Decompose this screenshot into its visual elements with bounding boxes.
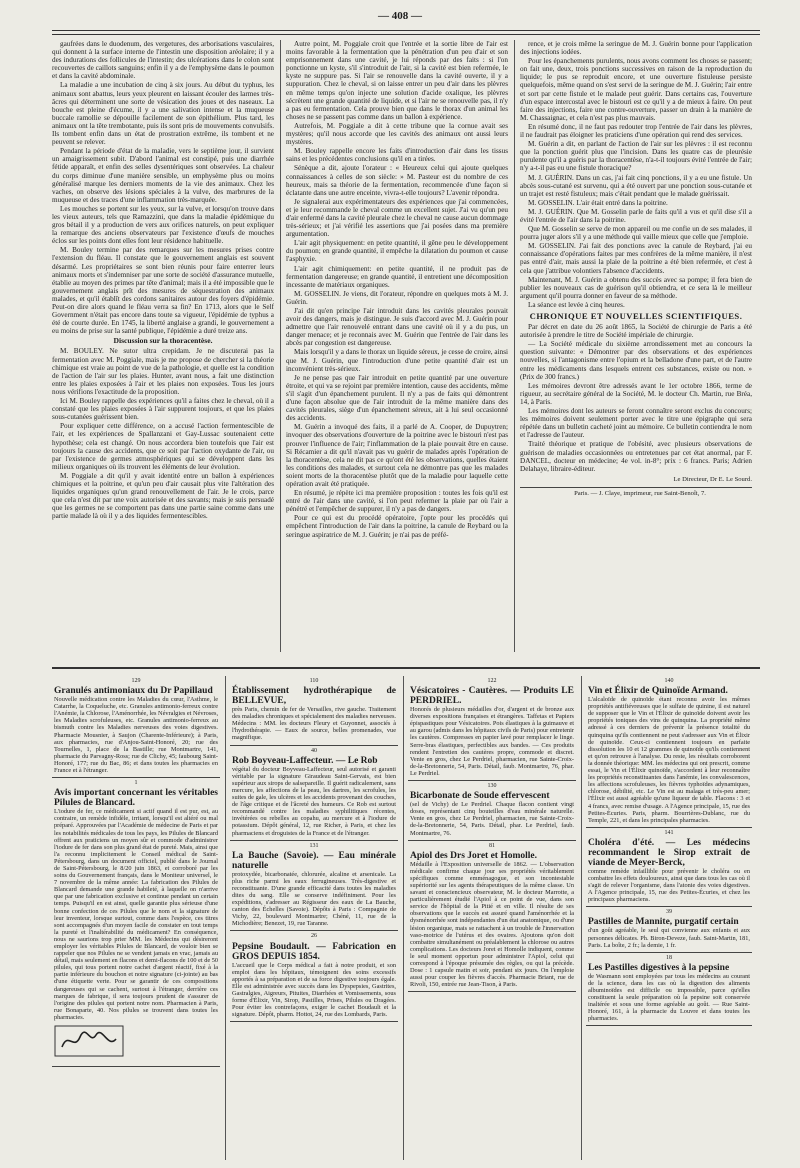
article-paragraph: En résumé, je répète ici ma première proposition : toutes les fois qu'il est entré de l'air dans une cavité, si l'on peut refermer la plaie par où l'air a pénétré et l'empêcher de suppurer, il n'y a pas de dangers. bbox=[286, 489, 508, 514]
ad-headline: Apiol des Drs Joret et Homolle. bbox=[410, 850, 537, 861]
article-paragraph: L'air agit chimiquement: en petite quantité, il ne produit pas de fermentation dangereuse; en grande quantité, il entretient une décomposition incessante de matériaux organiques. bbox=[286, 264, 508, 289]
advertisement bbox=[586, 907, 752, 952]
news-paragraph: Par décret en date du 26 août 1865, la Société de chirurgie de Paris a été autorisée à prendre le titre de Société impériale de chirurgie. bbox=[520, 323, 752, 340]
article-paragraph: Autrefois, M. Poggiale a dit à cette tribune que la cornue avait ses mystères; qu'il nous accorde que les cavités des animaux ont aussi leurs mystères. bbox=[286, 121, 508, 147]
section-heading: Discussion sur la thoracentèse. bbox=[113, 336, 213, 346]
ad-headline: Vésicatoires - Cautères. — Produits LE PERDRIEL. bbox=[410, 686, 574, 707]
ad-headline: Pastilles de Mannite, purgatif certain bbox=[588, 917, 739, 928]
page-number: — 408 — bbox=[378, 10, 422, 22]
article-paragraph: Mais lorsqu'il y a dans le thorax un liquide séreux, je cesse de croire, ainsi que M. J. Guérin, que l'introduction d'une petite quantité d'air est un inconvénient très-sérieux. bbox=[286, 348, 508, 373]
article-paragraph: Pour expliquer cette différence, on a accusé l'action fermentescible de l'air, et les expériences de Spallanzani et Gay-Lussac soutenaient cette hypothèse; cela est changé. On nous accordera bien toutefois que l'air est toujours la cause des accidents, que ce soit par l'action oxydante de l'air, ou par l'existence de germes atmosphériques qui se développent dans les milieux organiques où ils trouvent les éléments de leur évolution. bbox=[52, 422, 274, 471]
ad-headline: La Bauche (Savoie). — Eau minérale naturelle bbox=[232, 850, 396, 871]
ad-body: comme remède infaillible pour prévenir le choléra ou en combattre les effets douloureux, ainsi que dans tous les cas où il s'agit de relever l'organisme, dans l'atonie des voies digestives. A l'Agence principale, 15, rue des Petites-Écuries, et chez les principaux pharmaciens. bbox=[588, 867, 750, 904]
ad-number: 129 bbox=[131, 678, 141, 684]
ad-body: d'un goût agréable, le seul qui convienne aux enfants et aux personnes délicates. Ph. Biron-Deveze, faub. Saint-Martin, 181, Paris. La boîte, 2 fr.; la demie, 1 fr. bbox=[588, 927, 750, 949]
article-paragraph: M. J. GUÉRIN. Que M. Gosselin parle de faits qu'il a vus et qu'il dise s'il a évité l'entrée de l'air dans la poitrine. bbox=[520, 207, 752, 224]
advertisement bbox=[230, 931, 398, 1022]
article-paragraph: M. Guérin a dit, en parlant de l'action de l'air sur les plèvres : il est reconnu que la ponction guérit plus que l'incision. Dans les quatre cas de pleurésie purulente qu'il a guéris par la thoracentèse, n'a-t-il toujours évité l'entrée de l'air; n'y a-t-il pas eu une fistule thoracique? bbox=[520, 140, 752, 173]
article-paragraph: M. GOSSELIN. J'ai fait des ponctions avec la canule de Reybard, j'ai eu connaissance d'opérations faites par mes confrères de la même manière, il n'est pas entré d'air, mais aussi la plaie de la poitrine a été bien refermée, et c'est à cela que j'attribue volontiers l'absence d'accidents. bbox=[520, 242, 752, 275]
ads-divider bbox=[225, 676, 226, 1160]
ad-number: 26 bbox=[311, 933, 317, 940]
ads-column-4 bbox=[586, 676, 752, 1160]
ad-number: 18 bbox=[666, 954, 672, 961]
ad-body: près Paris, chemin de fer de Versailles, rive gauche. Traitement des maladies chroniques et spécialement des maladies nerveuses. Médecins : MM. les docteurs Fleury et Guyonnet, associés à l'hydrothérapie. — Eaux de source, belles promenades, vue magnifique. bbox=[232, 706, 397, 742]
article-paragraph: Maintenant, M. J. Guérin a obtenu des succès avec sa pompe; il fera bien de publier les nouveaux cas de guérison qu'il obtiendra, et ce sera là le meilleur argument qu'il pourra donner en faveur de sa méthode. bbox=[520, 275, 752, 300]
news-paragraph: Les mémoires dont les auteurs se feront connaître seront exclus du concours; les mémoires doivent seulement porter avec le titre une épigraphe qui sera répétée dans un bulletin cacheté joint au mémoire. Ce bulletin contiendra le nom et l'adresse de l'auteur. bbox=[520, 407, 752, 440]
article-paragraph: Pour les épanchements purulents, nous avons comment les choses se passent; on fait une, deux, trois ponctions successives en raison de la reproduction du liquide; le pus se reproduit encore, et une ouverture fistuleuse persiste quelquefois, même quand on s'est servi de la seringue de M. J. Guérin; l'air entre et sort par cette fistule et le malade peut guérir. Dans certains cas, l'ouverture d'un espace intercostal avec le bistouri est ce qu'il y a de mieux à faire. On peut faire des injections, faire une contre-ouverture, passer un drain à la manière de M. Chassaignac, et cela n'est pas plus mauvais. bbox=[520, 57, 752, 122]
ad-headline: Rob Boyveau-Laffecteur. — Le Rob bbox=[232, 755, 378, 766]
advertisement bbox=[230, 841, 398, 932]
news-paragraph: — La Société médicale du sixième arrondissement met au concours la question suivante: « Démontrer par des observations et des expériences nouvelles, si l'antagonisme entre l'opium et la belladone d'une part, et de l'autre entre les médicaments dans lesquels entrent ces substances, existe ou non. » (Prix de 300 francs.) bbox=[520, 340, 752, 381]
printer-line: Paris. — J. Claye, imprimeur, rue Saint-Benoît, 7. bbox=[520, 487, 752, 498]
ads-column-3 bbox=[408, 676, 576, 1160]
top-rule bbox=[52, 30, 760, 31]
ad-number: 81 bbox=[489, 842, 495, 849]
gerant-signature: Le Directeur, Dr E. Le Sourd. bbox=[673, 475, 752, 483]
advertisement bbox=[408, 676, 576, 781]
article-paragraph: L'air agit physiquement: en petite quantité, il gêne peu le développement du poumon; en grande quantité, il empêche la dilatation du poumon et cause l'asphyxie. bbox=[286, 239, 508, 264]
article-paragraph: rence, et je crois même la seringue de M. J. Guérin bonne pour l'application des injections iodées. bbox=[520, 40, 752, 57]
ad-body: L'iodure de fer, ce médicament si actif quand il est pur, est, au contraire, un remède infidèle, irritant, lorsqu'il est altéré ou mal préparé. Approuvées par l'Académie de médecine de Paris et par les notabilités médicales de tous les pays, les Pilules de Blancard offrent aux praticiens un moyen sûr et commode d'administrer l'iodure de fer dans son plus grand état de pureté. Mais, ainsi que l'a reconnu implicitement le Conseil médical de Saint-Pétersbourg, dans un document officiel, publié dans le Journal de Saint-Pétersbourg, le 8/20 juin 1863, et corroboré par les soins du Gouvernement français, dans le Moniteur universel, le 7 novembre de la même année: La fabrication des Pilules de Blancard demande une grande habileté, à laquelle on n'arrive que par une fabrication exclusive et continue pendant un certain temps. Puisqu'il en est ainsi, quelle garantie plus sérieuse d'une bonne confection de ces Pilules que le nom et la signature de leur inventeur, lorsque surtout, comme dans l'espèce, ces titres sont accompagnés d'un moyen facile de constater en tout temps la pureté et l'inaltérabilité du médicament? En conséquence, nous ne saurions trop prier MM. les Médecins qui désireront employer les véritables Pilules de Blancard, de vouloir bien se rappeler que nos Pilules ne se vendent jamais en vrac, jamais au détail, mais seulement en flacons et demi-flacons de 100 et de 50 pilules, qui tous portent notre cachet d'argent réactif, fixé à la partie inférieure du bouchon et notre signature (ci-jointe) au bas d'une étiquette verte. Pour se garantir de ces compositions dangereuses qui se cachent, surtout à l'étranger, derrière ces marques de fabrique, il sera toujours prudent de s'assurer de l'origine des pilules qui portent notre nom. Pharmacien à Paris, rue Bonaparte, 40. Nos pilules se trouvent dans toutes les pharmacies. bbox=[54, 808, 219, 1021]
article-column-2 bbox=[286, 40, 508, 652]
article-paragraph: M. GOSSELIN. Je viens, dit l'orateur, répondre en quelques mots à M. J. Guérin. bbox=[286, 289, 508, 306]
article-column-3 bbox=[520, 40, 752, 652]
ad-headline: Pepsine Boudault. — Fabrication en GROS DEPUIS 1854. bbox=[232, 941, 396, 962]
top-rule-thin bbox=[52, 34, 760, 35]
article-paragraph: M. Poggiale a dit qu'il y avait identité entre un ballon à expériences chimiques et la poitrine, et qu'un peu d'air causait plus vite l'altération des liquides organiques qu'un grand renouvellement de l'air. Je le crois, parce que cela n'est dit par une voix autorisée et des savants; mais je suis persuadé que les germes ne se comportent pas dans une partie saine comme dans une partie malade là où il y a des liquides fermentescibles. bbox=[52, 471, 274, 521]
advertisement bbox=[230, 676, 398, 746]
ad-headline: Granulés antimoniaux du Dr Papillaud bbox=[54, 686, 213, 697]
ads-divider bbox=[581, 676, 582, 1160]
ad-body: Nouvelle médication contre les Maladies du cœur, l'Asthme, le Catarrhe, la Coqueluche, etc. Granules antimonio-ferreux contre l'Anémie, la Chlorose, l'Aménorrhée, les Névralgies et Névroses, les Maladies scrofuleuses, etc. Granules antimonio-ferreux au bismuth contre les Maladies nerveuses des voies digestives. Pharmacie Mousnier, à Saujon (Charente-Inférieure); à Paris, aux pharmacies, rue d'Anjou-Saint-Honoré, 20; rue des Tournelles, 1, place de la Bastille; rue Montmartre, 141, pharmacie du Parvagny-Ross; rue de Clichy, 45; faubourg Saint-Honoré, 177; rue du Bac, 86; et dans toutes les pharmacies en France et à l'étranger. bbox=[54, 696, 219, 775]
ads-column-2 bbox=[230, 676, 398, 1160]
article-paragraph: M. BOULEY. Ne sutor ultra crepidam. Je ne discuterai pas la fermentation avec M. Poggiale, mais je me propose de chercher si la théorie chimique est vraie au point de vue de la pathologie, et quelle est la condition de l'action de l'air sur les plaies. Hunter, avant nous, a fait une distinction entre les plaies exposées à l'air et les plaies non exposées. Tous les jours nous vérifions l'exactitude de la proposition. bbox=[52, 347, 274, 396]
ads-divider bbox=[403, 676, 404, 1160]
column-divider bbox=[280, 40, 281, 652]
ad-number: 130 bbox=[487, 783, 497, 790]
ad-number: 131 bbox=[309, 842, 319, 849]
ad-headline: Bicarbonate de Soude effervescent bbox=[410, 791, 550, 802]
ads-column-1 bbox=[52, 676, 220, 1160]
article-paragraph: M. J. GUÉRIN. Dans un cas, j'ai fait cinq ponctions, il y a eu une fistule. Un abcès sous-cutané est survenu, qui a été ouvert par une ponction sous-cutanée et un trajet est resté fistuleux; mais c'était pendant que le malade guérissait. bbox=[520, 173, 752, 198]
article-paragraph: M. GOSSELIN. L'air était entré dans la poitrine. bbox=[528, 198, 668, 207]
blancard-signature-stamp bbox=[54, 1025, 124, 1057]
ad-number: 39 bbox=[666, 909, 672, 916]
column-divider bbox=[514, 40, 515, 652]
ad-body: L'alcaloïde de quinoïde étant reconnu avoir les mêmes propriétés antifiévreuses que le sulfate de quinine, il est naturel de supposer que le Vin et l'Élixir de quinoïde doivent avoir les propriétés toniques des vins de quinquina. La propriété même adressé à ces derniers de prévenir la présence totalité du quinquina qu'ils contiennent ne peut s'adresser aux Vin et Élixir de quinoïde. Ceux-ci contiennent toujours en parfaite dissolution les 10 et 12 grammes de quinoïde qu'ils contiennent et qu'on retrouve à l'analyse. Du reste, les résultats corroborent la donnée théorique: MM. les médecins qui ont prescrit, comme essai, le Vin et l'Élixir quinoïde, s'accordent à leur reconnaître les propriétés reconstituantes dans l'anémie, les convalescences, les affections scrofuleuses, les fièvres typhoïdes adynamiques, chlorose, débilité, etc. Le Vin est au malaga et très-peu amer; l'Élixir est aussi agréable qu'une liqueur de table. Flacons : 3 et 4 francs, avec remise d'usage. A l'Agence principale, 15, rue des Petites-Écuries. Paris, pharm. Bourrières-Dublanc, rue du Temple, 221, et dans les principales pharmacies. bbox=[588, 696, 750, 824]
ad-body: végétal du docteur Boyveau-Laffecteur, seul autorisé et garanti véritable par la signature Giraudeau Saint-Gervais, est bien supérieur aux sirops de salsepareille. Il guérit radicalement, sans mercure, les affections de la peau, les dartres, les scrofules, les suites de gale, les ulcères et les accidents provenant des couches, de l'âge critique et de l'âcreté des humeurs. Ce Rob est surtout recommandé contre les maladies syphilitiques récentes, invétérées ou rebelles au copahu, au mercure et à l'iodure de potassium. Dépôt général, 12, rue Richer, à Paris, et chez les pharmaciens et droguistes de la France et de l'étranger. bbox=[232, 765, 396, 837]
article-paragraph: Autre point, M. Poggiale croit que l'entrée et la sortie libre de l'air est moins favorable à la fermentation que la pénétration d'un peu d'air et son emprisonnement dans une cavité, je lui réponds par des faits : si l'on ponctionne un kyste, s'il s'introduit de l'air, si la cavité est bien refermée, le kyste ne suppure pas. Si l'air se renouvelle dans la cavité ouverte, il y a suppuration. Chez le cheval, si on laisse entrer un peu d'air dans les plèvres en même temps qu'on injecte une solution d'acide oxalique, les plèvres sécrètent une grande quantité de liquide, et si l'air ne se renouvelle pas, il n'y a pas eu fermentation. Cela prouve bien que dans le thorax d'un animal les choses ne se passent pas comme dans un ballon à expérience. bbox=[286, 40, 508, 121]
article-paragraph: Sénèque a dit, ajoute l'orateur : « Heureux celui qui ajoute quelques connaissances à celles de son siècle: » M. Pasteur est du nombre de ces heureux, mais sa théorie de la fermentation, recommencée d'une façon si éclatante dans une autre enceinte, vivra-t-elle toujours? L'avenir répondra. bbox=[286, 164, 508, 197]
ad-headline: Établissement hydrothérapique de BELLEVUE, bbox=[232, 686, 396, 707]
article-paragraph: Je ne pense pas que l'air introduit en petite quantité par une ouverture étroite, et qui va se rejoint par première intention, cause des accidents, même s'il s'agit d'un épanchement purulent. Il n'y a pas de faits qui démontrent d'une façon absolue que de l'air introduit de la même manière dans des cavités pleurales, siège d'un épanchement séreux, ait à lui seul occasionné des accidents. bbox=[286, 373, 508, 423]
ad-number: 122 bbox=[487, 678, 497, 684]
chronique-heading: CHRONIQUE ET NOUVELLES SCIENTIFIQUES. bbox=[529, 311, 743, 321]
ad-number: 1 bbox=[134, 780, 138, 787]
ads-rule bbox=[52, 667, 760, 669]
ad-headline: Avis important concernant les véritables Pilules de Blancard. bbox=[54, 788, 218, 809]
advertisement bbox=[408, 781, 576, 841]
advertisement bbox=[586, 953, 752, 1027]
article-paragraph: Ici M. Bouley rappelle des expériences qu'il a faites chez le cheval, où il a constaté que les plaies exposées à l'air suppurent toujours, et que les plaies sous-cutanées guérissent bien. bbox=[52, 397, 274, 422]
ad-body: L'accueil que le Corps médical a fait à notre produit, et son emploi dans les hôpitaux, témoignent des soins excessifs apportés à sa préparation et de sa force digestive toujours égale. Elle est administrée avec succès dans les Dyspepsies, Gastrites, Gastralgies, Aigreurs, Pituites, Diarrhées et Vomissements, sous forme d'Élixir, Vin, Sirop, Pastilles, Prises, Pilules ou Dragées. Pour éviter les contrefaçons, exiger le cachet Boudault et la signature. Dépôt, pharm. Hottot, 24, rue des Lombards, Paris. bbox=[232, 961, 396, 1019]
ad-number: 40 bbox=[311, 747, 317, 754]
ad-body: de Wasmann sont employées par tous les médecins au courant de la science, dans les cas où la digestion des aliments albuminoïdes est difficile ou impossible, parce qu'elles constituent la seule préparation où la pepsine soit conservée inaltérée et sous une forme agréable au goût. — Rue Saint-Honoré, 161, à la pharmacie du Louvre et dans toutes les pharmacies. bbox=[588, 972, 750, 1023]
advertisement bbox=[408, 841, 576, 993]
article-paragraph: Je signalerai aux expérimentateurs des expériences que j'ai commencées, et je leur recommande le cheval comme un excellent sujet. J'ai vu qu'un peu d'air enfermé dans la cavité pleurale chez le cheval ne cause aucun dommage très-sérieux; et j'ai vérifié les assertions que j'ai posées dans ma première argumentation. bbox=[286, 197, 508, 239]
ad-headline: Vin et Élixir de Quinoïde Armand. bbox=[588, 686, 728, 697]
ad-headline: Choléra d'été. — Les médecins recommandent le Sirop extrait de viande de Meyer-Berck, bbox=[588, 837, 750, 868]
advertisement bbox=[52, 778, 220, 1067]
article-paragraph: Pour ce qui est du procédé opératoire, j'opte pour les procédés qui empêchent l'introduction de l'air dans la poitrine, la canule de Reybard ou la seringue aspiratrice de M. J. Guérin; je n'ai pas de préfé- bbox=[286, 514, 508, 539]
article-paragraph: La maladie a une incubation de cinq à six jours. Au début du typhus, les animaux sont abattus, leurs yeux pleurent en laissant écouler des larmes très-âcres qui déterminent une sorte de vésication des joues et des naseaux. La bouche est pleine d'écume, il y a une salivation intense et la muqueuse buccale ramollie se dépouille facilement de son épithélium. Plus tard, les animaux ont la tête trembotante, puis ils sont pris de mouvements convulsifs. Ils tombent enfin dans un état de prostration extrême, ils tombent et ne peuvent se relever. bbox=[52, 81, 274, 147]
news-paragraph: Traité théorique et pratique de l'obésité, avec plusieurs observations de guérison de maladies occasionnées ou entretenues par cet état anormal, par F. DANCEL, docteur en médecine; 4e vol. in-8°; prix : 6 francs. Paris; Adrien Delahaye, libraire-éditeur. bbox=[520, 440, 752, 473]
article-paragraph: En résumé donc, il ne faut pas redouter trop l'entrée de l'air dans les plèvres, il ne faudrait pas éloigner les praticiens d'une opération qui rend des services. bbox=[520, 122, 752, 140]
article-paragraph: M. Guérin a invoqué des faits, il a parlé de A. Cooper, de Dupuytren; invoquer des observations d'ouverture de la poitrine avec le bistouri n'est pas prouver l'influence de l'air; l'inflammation de la plaie pouvait être en cause. Si Récamier a dit qu'il n'avait pas vu guérir de malades après l'opération de la thoracentèse, cela ne dit pas ce qu'ont été les observations, quelles étaient les conditions des malades, et surtout cela ne démontre pas que les malades soient morts de la thoracentèse plutôt que de la maladie pour laquelle cette opération avait été pratiquée. bbox=[286, 423, 508, 488]
ad-body: Honorés de plusieurs médailles d'or, d'argent et de bronze aux diverses expositions françaises et étrangères. Taffetas et Papiers épispastiques pour Vésicatoires. Pois élastiques à la guimauve et au garou (admis dans les hôpitaux civils de Paris) pour entretenir les cautères. Compresses en papier lavé pour remplacer le linge. Serre-bras élastiques, perfectibles aux bandes. — Ces produits rendent l'entretien des cautères propre, commode et discret. Vente en gros, chez Le Perdriel, pharmacien, rue Sainte-Croix-de-la-Bretonnerie, 54, Paris. Détail, faub. Montmartre, 76, phar. Le Perdriel. bbox=[410, 706, 574, 777]
article-paragraph: Que M. Gosselin se serve de mon appareil ou me confie un de ses malades, il pourra juger alors s'il y a une méthode qui vaille mieux que celle que j'emploie. bbox=[520, 225, 752, 242]
article-column-1 bbox=[52, 40, 274, 652]
ad-headline: Les Pastilles digestives à la pepsine bbox=[588, 962, 730, 973]
advertisement bbox=[586, 828, 752, 908]
ad-body: (sel de Vichy) de Le Perdriel. Chaque flacon contient vingt doses, représentant cinq bouteilles d'eau minérale naturelle. Vente en gros, chez Le Perdriel, pharmacien, rue Sainte-Croix-de-la-Bretonnerie, 54, Paris. Détail, phar. Le Perdriel, faub. Montmartre, 76. bbox=[410, 801, 574, 837]
advertisement bbox=[230, 746, 398, 841]
news-paragraph: Les mémoires devront être adressés avant le 1er octobre 1866, terme de rigueur, au secrétaire général de la Société, M. le docteur Ch. Martin, rue Bréa, 14, à Paris. bbox=[520, 381, 752, 406]
ad-body: Médaille à l'Exposition universelle de 1862. — L'observation médicale confirme chaque jour ses propriétés véritablement spécifiques comme emménagogue, et son incontestable supériorité sur les agents thérapeutiques de la même classe. Un savant et consciencieux observateur, M. le docteur Marrotte, a particulièrement étudié l'Apiol à ce point de vue, dans son service de l'hôpital de la Pitié et en ville. Il résulte de ses observations que le succès est assuré quand l'aménorrhée et la dysménorrhée sont indépendantes d'un état anatomique, ou d'une lésion organique, mais se rattachent à un trouble de l'innervation vaso-motrice de l'utérus et des ovaires. Ajoutons qu'on doit combattre simultanément ou préalablement la chlorose ou autres complications. Les docteurs Joret et Homolle indiquent, comme le seul moment opportun pour administrer l'Apiol, celui qui correspond à l'époque présumée des règles, ou qui la précède. Dose : 1 capsule matin et soir, pendant six jours. On l'emploie aussi pour couper les fièvres d'accès. Pharmacie Briant, rue de Rivoli, 150, entrée rue Jean-Tison, à Paris. bbox=[410, 860, 574, 989]
ad-body: protoxydée, bicarbonatée, chlorurée, alcaline et arsenicale. La plus riche parmi les eaux ferrugineuses. Très-digestive et reconstituante. D'une grande efficacité dans toutes les maladies dites du sang. Elle se conserve indéfiniment. Pour les expéditions, s'adresser au Régisseur des eaux de La Bauche, canton des Échelles (Savoie). Dépôts à Paris : Compagnie de Vichy, 22, boulevard Montmartre; Chéné, 11, rue de la Michodière; Benezet, 19, rue Taranne. bbox=[232, 870, 396, 928]
article-paragraph: M. Bouley termine par des remarques sur les mesures prises contre l'extension du fléau. Il constate que le gouvernement anglais est souvent désarmé. Les propriétaires se sont bien réunis pour faire enterrer leurs animaux morts et s'indemniser par une sorte de société d'assurance mutuelle, établie au moyen des primes par tête d'animal; mais il a été impossible que le gouvernement anglais prît des mesures de séquestration des animaux malades, et qu'il établît des cordons sanitaires autour des foyers d'épidémie. Peut-on dire alors quand le fléau verra sa fin? En 1713, alors que le Self Government n'était pas encore dans toute sa vigueur, l'épidémie de typhus a été de courte durée. En 1745, la liberté anglaise a grandi, le gouvernement a eu moins de prise sur la santé publique, l'épidémie a duré treize ans. bbox=[52, 246, 274, 336]
article-paragraph: M. Bouley rappelle encore les faits d'introduction d'air dans les tissus sains et les précédentes conclusions qu'il en a tirées. bbox=[286, 147, 508, 164]
advertisement bbox=[586, 676, 752, 828]
article-paragraph: J'ai dit qu'en principe l'air introduit dans les cavités pleurales pouvait avoir des dangers, mais je distingue. Je suis d'accord avec M. J. Guérin pour admettre que l'air renouvelé entrant dans une cavité où il y a du pus, un danger menace; et je reconnais avec M. Guérin que l'entrée de l'air dans les abcès par congestion est dangereuse. bbox=[286, 307, 508, 348]
article-paragraph: La séance est levée à cinq heures. bbox=[528, 300, 625, 309]
advertisement bbox=[52, 676, 220, 778]
article-paragraph: gaufrées dans le duodenum, des vergetures, des arborisations vasculaires, qui donnent à la surface interne de l'intestin une disposition aréolaire; il y a des indurations des follicules de l'intestin; des ulcérations dans le colon sont recouvertes de caillots sanguins; enfin il y a de l'emphysème dans le poumon et dans la cavité abdominale. bbox=[52, 40, 274, 81]
article-paragraph: Les mouches se portent sur les yeux, sur la vulve, et lorsqu'on trouve dans les vieux auteurs, tels que Ramazzini, que dans la maladie épidémique du gros bétail il y a production de vers aux orifices naturels, on peut expliquer la remarque des anciens observateurs par l'existence d'œufs de mouches éclos sur les points dont elles font leur résidence habituelle. bbox=[52, 204, 274, 246]
ad-number: 140 bbox=[664, 678, 674, 684]
article-paragraph: Pendant la période d'état de la maladie, vers le septième jour, il survient un amaigrissement subit. D'abord l'animal est constipé, puis une diarrhée fétide apparaît, et enfin des selles dysentériques sont observées. La chaleur du corps diminue d'une manière sensible, un emphysème plus ou moins généralisé marque les derniers moments de la vie des animaux. Chez les vaches, on observe des lésions spéciales à la vulve, des marbrures de la muqueuse et des traces d'une inflammation très-marquée. bbox=[52, 147, 274, 204]
ad-number: 110 bbox=[309, 678, 319, 684]
ad-number: 141 bbox=[664, 829, 674, 836]
